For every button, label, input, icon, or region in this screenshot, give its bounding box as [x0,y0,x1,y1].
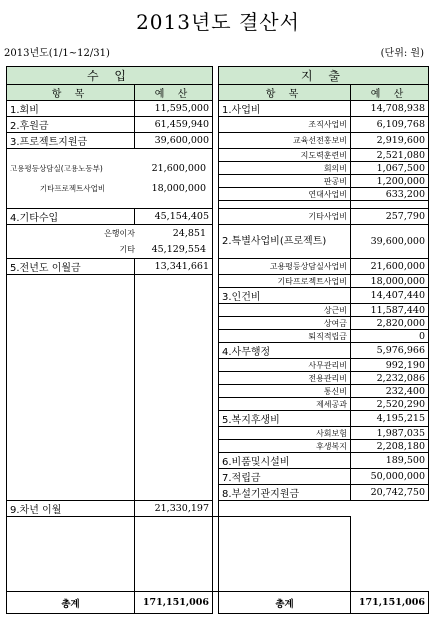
income-total-label: 총계 [7,592,135,614]
expense-subitem: 고용평등상담실사업비 [219,259,351,275]
income-col-budget: 예 산 [135,85,213,101]
expense-subitem: 판공비 [219,175,351,188]
expense-amount: 257,790 [351,209,429,225]
expense-item: 2.특별사업비(프로젝트) [219,225,351,259]
expense-amount: 189,500 [351,453,429,469]
expense-amount: 992,190 [351,359,429,372]
expense-amount: 14,708,938 [351,101,429,117]
expense-subitem: 기타프로젝트사업비 [219,275,351,288]
expense-subitem: 상여금 [219,317,351,330]
expense-item: 5.복지후생비 [219,411,351,427]
income-subitem: 기타프로젝트사업비 [39,184,106,193]
income-amount: 24,851 [172,228,206,239]
income-amount: 21,600,000 [151,163,206,174]
expense-total-label: 총계 [219,592,351,614]
budget-table [6,66,429,614]
expense-amount: 50,000,000 [351,469,429,485]
section-header-row [7,67,429,85]
expense-subitem: 통신비 [219,385,351,398]
expense-subitem: 기타사업비 [219,209,351,225]
expense-subitem: 사회보험 [219,427,351,440]
expense-amount: 18,000,000 [351,275,429,288]
expense-amount: 2,820,000 [351,317,429,330]
currency-unit: (단위: 원) [380,48,424,59]
expense-item: 6.비품및시설비 [219,453,351,469]
income-header: 수 입 [7,67,213,85]
income-amount: 11,595,000 [135,101,213,117]
expense-amount: 39,600,000 [351,225,429,259]
expense-item: 1.사업비 [219,101,351,117]
expense-amount: 14,407,440 [351,288,429,304]
income-total-amount: 171,151,006 [135,592,213,614]
income-project-detail [7,149,213,209]
income-other-detail [7,225,213,259]
expense-subitem: 후생복지 [219,440,351,453]
document-title: 2013년도 결산서 [136,10,300,34]
income-amount: 61,459,940 [135,117,213,133]
expense-amount: 20,742,750 [351,485,429,501]
income-item: 2.후원금 [7,117,135,133]
expense-subitem: 사무관리비 [219,359,351,372]
totals-row [7,592,429,614]
income-subitem: 고용평등상담실(고용노동부) [10,164,103,173]
expense-subitem: 상근비 [219,304,351,317]
expense-subitem: 전용관리비 [219,372,351,385]
expense-amount: 1,067,500 [351,162,429,175]
expense-amount: 1,200,000 [351,175,429,188]
fiscal-period: 2013년도(1/1~12/31) [4,48,110,59]
expense-amount: 6,109,768 [351,117,429,133]
expense-item: 3.인건비 [219,288,351,304]
expense-total-amount: 171,151,006 [351,592,429,614]
expense-subitem: 제세공과 [219,398,351,411]
expense-item: 9.차년 이월 [7,501,135,517]
expense-amount: 2,919,600 [351,133,429,149]
income-amount: 39,600,000 [135,133,213,149]
expense-subitem: 조직사업비 [219,117,351,133]
expense-subitem: 퇴직적립금 [219,330,351,343]
expense-amount: 5,976,966 [351,343,429,359]
expense-amount: 1,987,035 [351,427,429,440]
expense-amount: 21,600,000 [351,259,429,275]
expense-amount: 2,232,086 [351,372,429,385]
income-amount: 45,154,405 [135,209,213,225]
expense-amount: 2,208,180 [351,440,429,453]
expense-amount: 2,521,080 [351,149,429,162]
expense-amount: 633,200 [351,188,429,201]
income-col-item: 항 목 [7,85,135,101]
expense-header: 지 출 [219,67,429,85]
expense-amount: 4,195,215 [351,411,429,427]
expense-amount: 21,330,197 [135,501,213,517]
income-amount: 45,129,554 [151,244,206,255]
expense-col-budget: 예 산 [351,85,429,101]
income-amount: 18,000,000 [151,183,206,194]
expense-amount: 232,400 [351,385,429,398]
income-item: 3.프로젝트지원금 [7,133,135,149]
expense-item: 4.사무행정 [219,343,351,359]
expense-subitem: 회의비 [219,162,351,175]
income-subitem: 기타 [119,245,135,254]
income-subitem: 은행이자 [104,229,135,238]
expense-amount: 11,587,440 [351,304,429,317]
expense-amount: 0 [351,330,429,343]
income-item: 1.회비 [7,101,135,117]
expense-subitem: 지도력훈련비 [219,149,351,162]
income-item: 5.전년도 이월금 [7,259,135,275]
expense-item: 8.부설기관지원금 [219,485,351,501]
expense-subitem: 연대사업비 [219,188,351,201]
expense-item: 7.적립금 [219,469,351,485]
income-item: 4.기타수입 [7,209,135,225]
expense-amount: 2,520,290 [351,398,429,411]
income-amount: 13,341,661 [135,259,213,275]
expense-subitem: 교육선전홍보비 [219,133,351,149]
expense-col-item: 항 목 [219,85,351,101]
